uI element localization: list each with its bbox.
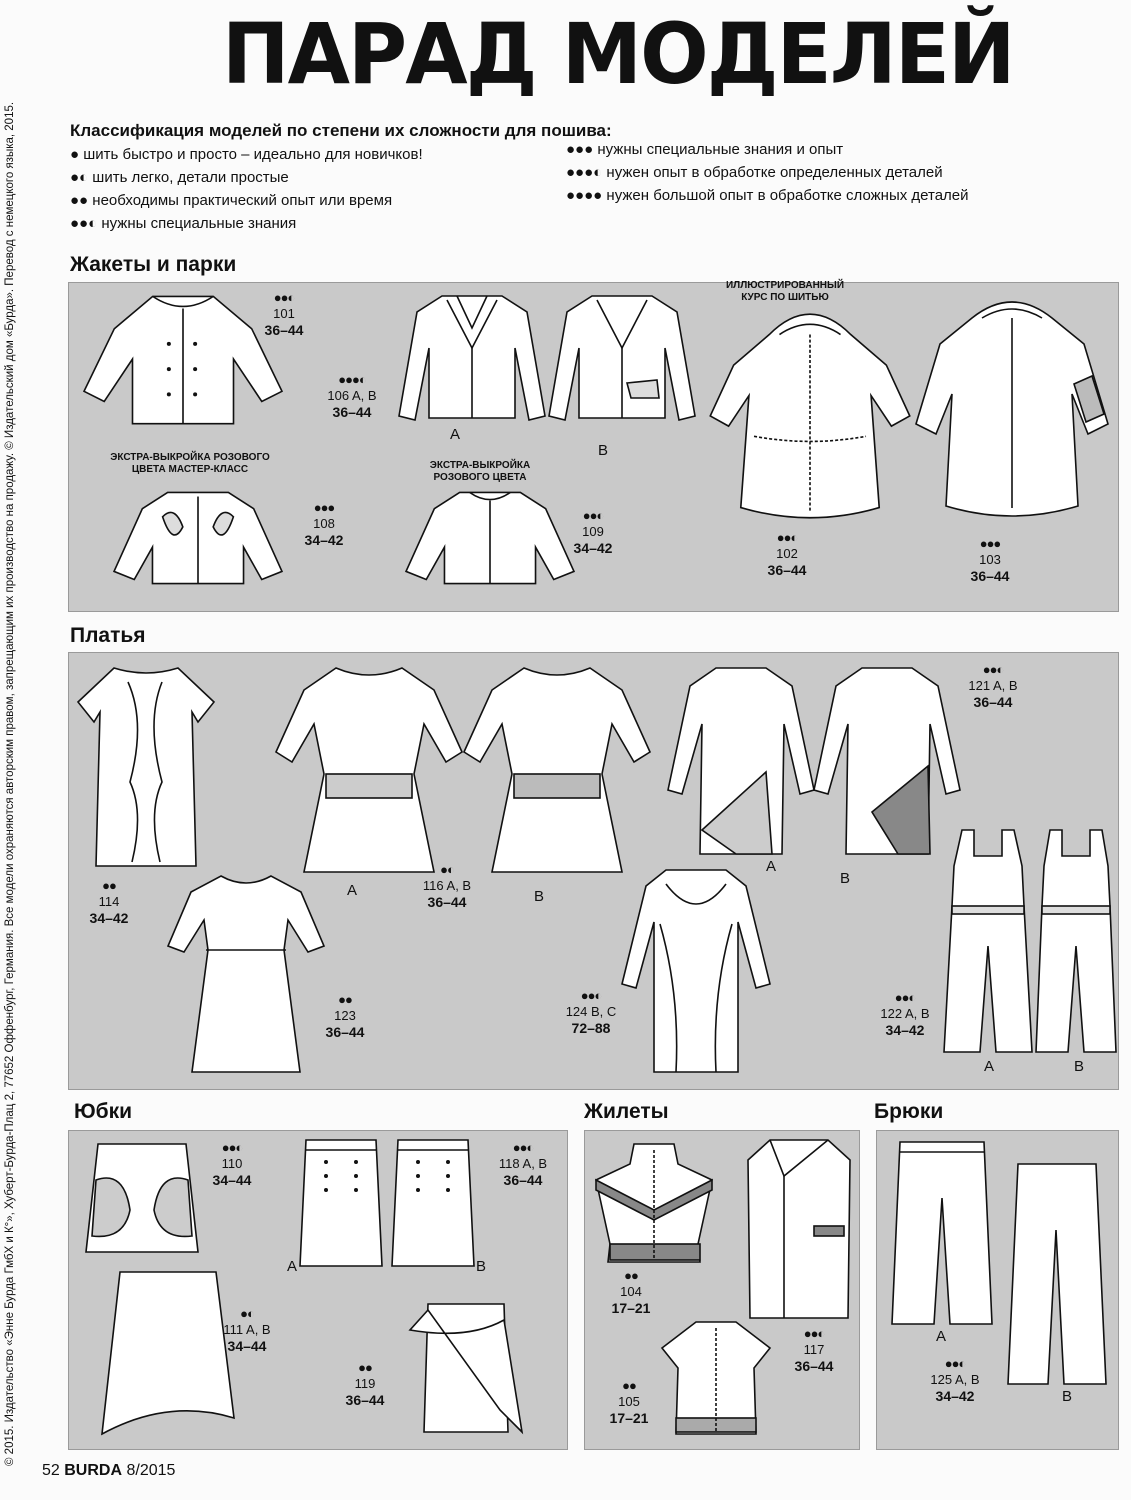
model-label-117: ●●◐ 117 36–44 xyxy=(794,1326,834,1374)
jacket-101-sketch xyxy=(82,288,284,430)
legend-item: ●●●● нужен большой опыт в обработке сложных деталей xyxy=(566,187,969,204)
letter-b-122: B xyxy=(1074,1058,1085,1075)
section-title-dresses: Платья xyxy=(70,624,146,647)
legend-left xyxy=(70,143,423,235)
trousers-125b-sketch xyxy=(1006,1160,1108,1388)
model-label-116: ●◐ 116 A, B 36–44 xyxy=(422,862,472,910)
vest-104-sketch xyxy=(594,1140,714,1266)
model-label-102: ●●◐ 102 36–44 xyxy=(767,530,807,578)
model-label-118: ●●◐ 118 A, B 36–44 xyxy=(498,1140,548,1188)
model-label-104: ●● 104 17–21 xyxy=(611,1268,651,1316)
model-label-111: ●◐ 111 A, B 34–44 xyxy=(223,1306,271,1354)
dress-116b-sketch xyxy=(462,662,652,880)
section-title-skirts: Юбки xyxy=(74,1100,133,1123)
section-title-vests: Жилеты xyxy=(584,1100,669,1123)
model-label-114: ●● 114 34–42 xyxy=(89,878,129,926)
brand-name: BURDA xyxy=(64,1462,123,1479)
jacket-108-sketch xyxy=(112,486,284,588)
model-label-121: ●●◐ 121 A, B 36–44 xyxy=(968,662,1018,710)
jacket-109-sketch xyxy=(404,486,576,588)
vest-117-sketch xyxy=(744,1136,854,1322)
model-label-124: ●●◐ 124 B, C 72–88 xyxy=(565,988,617,1036)
skirt-110-sketch xyxy=(84,1140,200,1258)
jacket-106b-sketch xyxy=(546,288,698,428)
letter-b-116: B xyxy=(534,888,545,905)
issue-number: 8/2015 xyxy=(126,1462,176,1479)
model-label-122: ●●◐ 122 A, B 34–42 xyxy=(880,990,930,1038)
letter-a-121: A xyxy=(766,858,777,875)
model-label-123: ●● 123 36–44 xyxy=(325,992,365,1040)
trousers-125a-sketch xyxy=(890,1138,994,1328)
letter-a-122: A xyxy=(984,1058,995,1075)
letter-b-121: B xyxy=(840,870,851,887)
note-109: ЭКСТРА-ВЫКРОЙКА РОЗОВОГО ЦВЕТА xyxy=(429,460,531,483)
page-number: 52 xyxy=(42,1462,60,1479)
letter-a-106: A xyxy=(450,426,461,443)
vest-105-sketch xyxy=(660,1318,772,1438)
dress-121a-sketch xyxy=(666,662,816,858)
section-title-trousers: Брюки xyxy=(874,1100,944,1123)
jumpsuit-122a-sketch xyxy=(940,826,1036,1056)
parka-102-sketch xyxy=(708,304,912,532)
legend-item: ●◐ шить легко, детали простые xyxy=(70,169,289,186)
model-label-108: ●●● 108 34–42 xyxy=(304,500,344,548)
dress-114-sketch xyxy=(74,662,218,870)
letter-b-118: B xyxy=(476,1258,487,1275)
page-title: ПАРАД МОДЕЛЕЙ xyxy=(222,5,1014,103)
model-label-110: ●●◐ 110 34–44 xyxy=(212,1140,252,1188)
model-label-106: ●●●◐ 106 A, B 36–44 xyxy=(327,372,377,420)
letter-a-118: A xyxy=(287,1258,298,1275)
dress-123-sketch xyxy=(166,870,326,1076)
model-label-109: ●●◐ 109 34–42 xyxy=(573,508,613,556)
legend-right xyxy=(566,138,969,207)
legend-item: ●●● нужны специальные знания и опыт xyxy=(566,141,844,158)
model-label-103: ●●● 103 36–44 xyxy=(970,536,1010,584)
skirt-118b-sketch xyxy=(388,1136,478,1270)
model-label-125: ●●◐ 125 A, B 34–42 xyxy=(930,1356,980,1404)
dress-116a-sketch xyxy=(274,662,464,880)
legend-item: ● шить быстро и просто – идеально для новичков! xyxy=(70,146,423,163)
jumpsuit-122b-sketch xyxy=(1034,826,1118,1056)
skirt-119-sketch xyxy=(408,1300,524,1436)
section-title-jackets: Жакеты и парки xyxy=(70,253,237,276)
dress-124-sketch xyxy=(620,864,772,1076)
note-102: ИЛЛЮСТРИРОВАННЫЙ КУРС ПО ШИТЬЮ xyxy=(725,280,845,303)
model-label-119: ●● 119 36–44 xyxy=(345,1360,385,1408)
legend-item: ●● необходимы практический опыт или время xyxy=(70,192,393,209)
letter-a-125: A xyxy=(936,1328,947,1345)
page-footer xyxy=(42,1462,175,1480)
letter-b-125: B xyxy=(1062,1388,1073,1405)
legend-item: ●●◐ нужны специальные знания xyxy=(70,215,297,232)
letter-a-116: A xyxy=(347,882,358,899)
legend-item: ●●●◐ нужен опыт в обработке определенных деталей xyxy=(566,164,943,181)
copyright-note: © 2015. Издательство «Энне Бурда ГмбХ и К°», Хуберт-Бурда-Плац 2, 77652 Оффенбург, Германия. Все модели охраняются авторским правом, запрещающим их производство на продажу. © Издательский дом «Бурда». Перевод с немецкого языка, 2015. xyxy=(4,101,16,1466)
model-label-101: ●●◐ 101 36–44 xyxy=(264,290,304,338)
skirt-118a-sketch xyxy=(296,1136,386,1270)
jacket-106a-sketch xyxy=(396,288,548,428)
note-108: ЭКСТРА-ВЫКРОЙКА РОЗОВОГО ЦВЕТА МАСТЕР-КЛАСС xyxy=(110,452,270,475)
parka-103-sketch xyxy=(914,294,1110,532)
classification-heading: Классификация моделей по степени их сложности для пошива: xyxy=(70,121,612,140)
model-label-105: ●● 105 17–21 xyxy=(609,1378,649,1426)
letter-b-106: B xyxy=(598,442,609,459)
